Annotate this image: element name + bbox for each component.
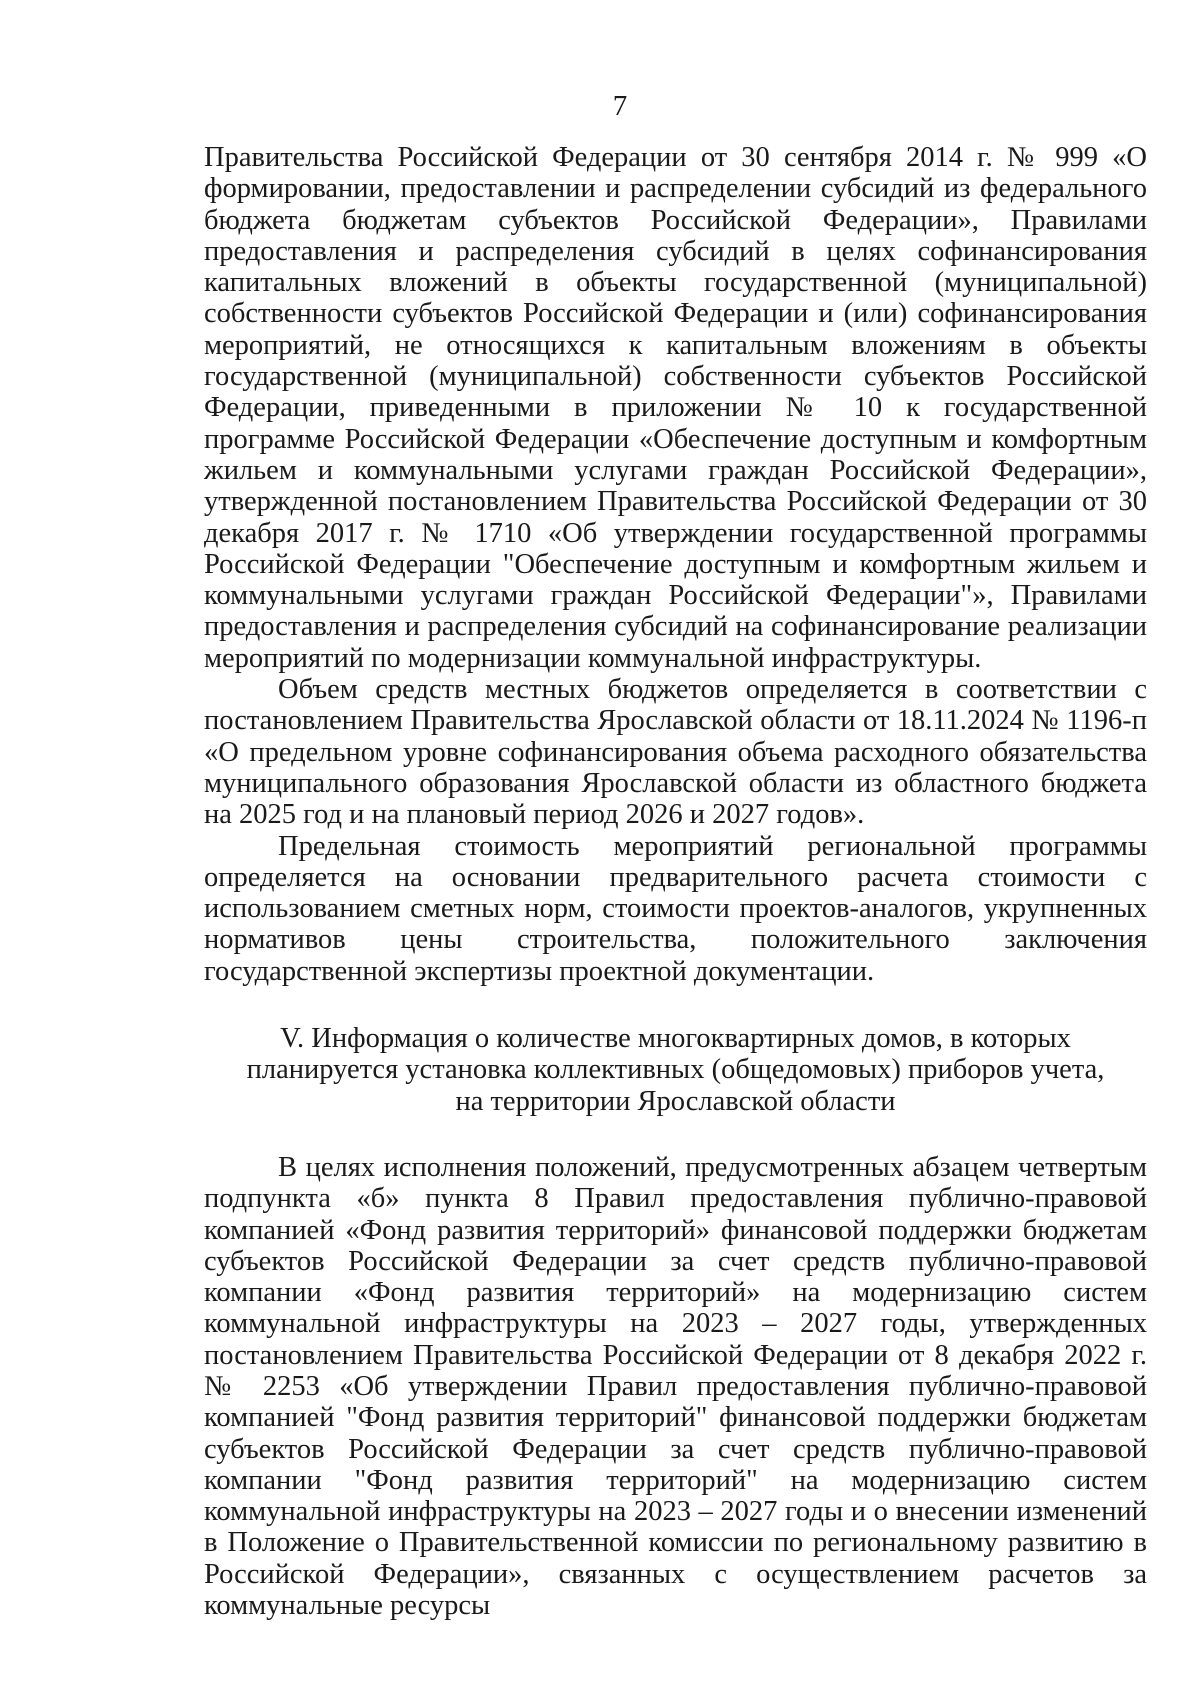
paragraph-cost-limit: Предельная стоимость мероприятий региональной программы определяется на основании предварительного расчета стоимости с использованием сметных норм, стоимости проектов-аналогов, укрупненных нормативов цены строительства, положительного заключения государственной экспертизы проектной документации.: [204, 830, 1147, 987]
paragraph-local-budget-volume: Объем средств местных бюджетов определяется в соответствии с постановлением Правительства Ярославской области от 18.11.2024 № 1196-п «О предельном уровне софинансирования объема расходного обязательства муниципального образования Ярославской области из областного бюджета на 2025 год и на плановый период 2026 и 2027 годов».: [204, 674, 1147, 831]
paragraph-section-v-text: В целях исполнения положений, предусмотренных абзацем четвертым подпункта «б» пункта 8 Правил предоставления публично-правовой компанией «Фонд развития территорий» финансовой поддержки бюджетам субъектов Российской Федерации за счет средств публично-правовой компании «Фонд развития территорий» на модернизацию систем коммунальной инфраструктуры на 2023 – 2027 годы, утвержденных постановлением Правительства Российской Федерации от 8 декабря 2022 г. № 2253 «Об утверждении Правил предоставления публично-правовой компанией "Фонд развития территорий" финансовой поддержки бюджетам субъектов Российской Федерации за счет средств публично-правовой компании "Фонд развития территорий" на модернизацию систем коммунальной инфраструктуры на 2023 – 2027 годы и о внесении изменений в Положение о Правительственной комиссии по региональному развитию в Российской Федерации», связанных с осуществлением расчетов за коммунальные ресурсы: [204, 1151, 1147, 1622]
paragraph-legal-basis-continued: Правительства Российской Федерации от 30 сентября 2014 г. № 999 «О формировании, предоставлении и распределении субсидий из федерального бюджета бюджетам субъектов Российской Федерации», Правилами предоставления и распределения субсидий в целях софинансирования капитальных вложений в объекты государственной (муниципальной) собственности субъектов Российской Федерации и (или) софинансирования мероприятий, не относящихся к капитальным вложениям в объекты государственной (муниципальной) собственности субъектов Российской Федерации, приведенными в приложении № 10 к государственной программе Российской Федерации «Обеспечение доступным и комфортным жильем и коммунальными услугами граждан Российской Федерации», утвержденной постановлением Правительства Российской Федерации от 30 декабря 2017 г. № 1710 «Об утверждении государственной программы Российской Федерации "Обеспечение доступным и комфортным жильем и коммунальными услугами граждан Российской Федерации"», Правилами предоставления и распределения субсидий на софинансирование реализации мероприятий по модернизации коммунальной инфраструктуры.: [204, 142, 1147, 674]
section-v-heading: [204, 1023, 1147, 1117]
section-heading-line: V. Информация о количестве многоквартирных домов, в которых: [280, 1023, 1071, 1055]
section-heading-line: планируется установка коллективных (общедомовых) приборов учета,: [246, 1054, 1105, 1086]
section-heading-line: на территории Ярославской области: [455, 1085, 896, 1117]
page-number: 7: [612, 90, 628, 122]
document-body: [204, 142, 1147, 1621]
